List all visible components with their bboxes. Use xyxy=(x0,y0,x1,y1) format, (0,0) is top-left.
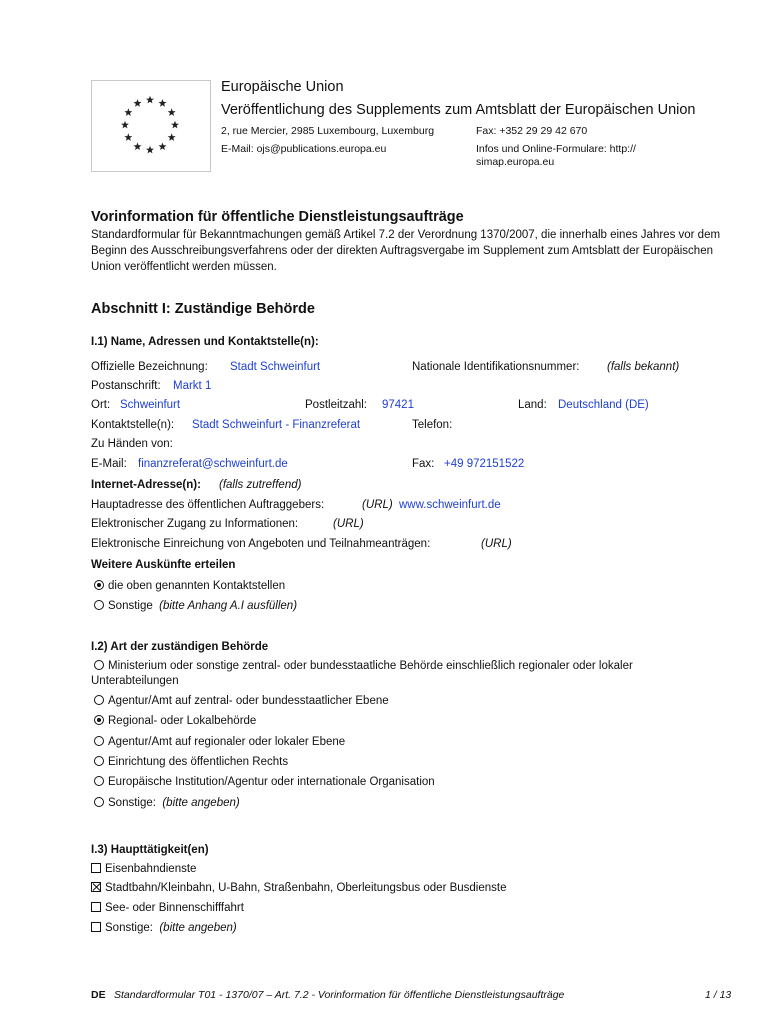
phone-label: Telefon: xyxy=(412,419,453,431)
option-label: Sonstige xyxy=(108,600,153,612)
email-label: E-Mail: xyxy=(91,458,127,470)
attention-label: Zu Händen von: xyxy=(91,438,173,450)
authority-option-public-law[interactable] xyxy=(94,756,288,768)
option-label: die oben genannten Kontaktstellen xyxy=(108,580,286,592)
country-value: Deutschland (DE) xyxy=(558,399,649,411)
option-label: Eisenbahndienste xyxy=(105,863,197,875)
eu-star xyxy=(168,108,176,116)
main-address-hint: (URL) xyxy=(362,499,393,511)
activity-option-urban-transport[interactable] xyxy=(91,882,507,894)
postcode-value: 97421 xyxy=(382,399,414,411)
option-label: Sonstige: xyxy=(105,922,153,934)
header-publication: Veröffentlichung des Supplements zum Amtsblatt der Europäischen Union xyxy=(221,102,696,118)
option-label: Ministerium oder sonstige zentral- oder bundesstaatliche Behörde einschließlich regionaler oder lokaler xyxy=(108,660,633,672)
radio-unselected-icon[interactable] xyxy=(94,756,104,766)
footer-form-text: Standardformular T01 - 1370/07 – Art. 7.2 - Vorinformation für öffentliche Dienstleistungsaufträge xyxy=(114,989,565,1001)
eu-star xyxy=(146,146,154,154)
eu-star xyxy=(134,99,142,107)
eu-star xyxy=(134,142,142,150)
eu-stars-icon xyxy=(92,81,210,171)
eu-star xyxy=(146,96,154,104)
header-email: E-Mail: ojs@publications.europa.eu xyxy=(221,143,387,155)
checkbox-unchecked-icon[interactable] xyxy=(91,902,101,912)
activity-option-other[interactable] xyxy=(91,922,237,934)
option-label: Sonstige: xyxy=(108,797,156,809)
authority-option-other[interactable] xyxy=(94,797,240,809)
postal-value: Markt 1 xyxy=(173,380,212,392)
national-id-hint: (falls bekannt) xyxy=(607,361,680,373)
header-org: Europäische Union xyxy=(221,79,344,95)
option-label: Regional- oder Lokalbehörde xyxy=(108,715,257,727)
footer-page: 1 / 13 xyxy=(705,989,732,1001)
postal-label: Postanschrift: xyxy=(91,380,161,392)
town-value: Schweinfurt xyxy=(120,399,181,411)
eu-star xyxy=(171,121,179,129)
header-address: 2, rue Mercier, 2985 Luxembourg, Luxemburg xyxy=(221,125,435,137)
checkbox-checked-icon[interactable] xyxy=(91,882,101,892)
option-hint: (bitte angeben) xyxy=(162,797,240,809)
activity-option-railway[interactable] xyxy=(91,863,196,875)
option-label: Agentur/Amt auf regionaler oder lokaler Ebene xyxy=(108,736,346,748)
checkbox-unchecked-icon[interactable] xyxy=(91,863,101,873)
option-label: Agentur/Amt auf zentral- oder bundesstaatlicher Ebene xyxy=(108,695,389,707)
radio-unselected-icon[interactable] xyxy=(94,660,104,670)
country-label: Land: xyxy=(518,399,547,411)
authority-option-eu-institution[interactable] xyxy=(94,776,435,788)
authority-option-ministry-cont: Unterabteilungen xyxy=(91,675,179,687)
official-name-label: Offizielle Bezeichnung: xyxy=(91,361,208,373)
radio-unselected-icon[interactable] xyxy=(94,797,104,807)
eu-star xyxy=(121,121,129,129)
document-title: Vorinformation für öffentliche Dienstleistungsaufträge xyxy=(91,209,464,225)
footer-lang: DE xyxy=(91,989,106,1001)
contact-label: Kontaktstelle(n): xyxy=(91,419,175,431)
radio-selected-icon[interactable] xyxy=(94,715,104,725)
eu-star xyxy=(168,133,176,141)
fax-label: Fax: xyxy=(412,458,435,470)
eu-star xyxy=(159,142,167,150)
further-info-heading: Weitere Auskünfte erteilen xyxy=(91,559,236,571)
electronic-submission-label: Elektronische Einreichung von Angeboten und Teilnahmeanträgen: xyxy=(91,538,431,550)
radio-unselected-icon[interactable] xyxy=(94,776,104,786)
national-id-label: Nationale Identifikationsnummer: xyxy=(412,361,580,373)
option-hint: (bitte Anhang A.I ausfüllen) xyxy=(159,600,298,612)
radio-unselected-icon[interactable] xyxy=(94,736,104,746)
header-fax: Fax: +352 29 29 42 670 xyxy=(476,125,588,137)
authority-option-ministry[interactable] xyxy=(94,660,633,672)
electronic-access-hint: (URL) xyxy=(333,518,364,530)
eu-flag-logo xyxy=(91,80,211,172)
email-value: finanzreferat@schweinfurt.de xyxy=(138,458,288,470)
radio-selected-icon[interactable] xyxy=(94,580,104,590)
internet-label: Internet-Adresse(n): xyxy=(91,479,201,491)
header-infos-line1: Infos und Online-Formulare: http:// xyxy=(476,143,636,155)
eu-star xyxy=(124,133,132,141)
fax-value: +49 972151522 xyxy=(444,458,525,470)
postcode-label: Postleitzahl: xyxy=(305,399,368,411)
authority-option-federal-agency[interactable] xyxy=(94,695,389,707)
section-heading: Abschnitt I: Zuständige Behörde xyxy=(91,301,315,317)
option-label: See- oder Binnenschifffahrt xyxy=(105,902,244,914)
option-label: Einrichtung des öffentlichen Rechts xyxy=(108,756,289,768)
authority-option-regional-local[interactable] xyxy=(94,715,256,727)
further-info-option-contacts[interactable] xyxy=(94,580,285,592)
internet-hint: (falls zutreffend) xyxy=(219,479,302,491)
electronic-submission-hint: (URL) xyxy=(481,538,512,550)
option-hint: (bitte angeben) xyxy=(159,922,237,934)
subsection-heading-i1: I.1) Name, Adressen und Kontaktstelle(n): xyxy=(91,336,319,348)
radio-unselected-icon[interactable] xyxy=(94,695,104,705)
option-label: Europäische Institution/Agentur oder internationale Organisation xyxy=(108,776,435,788)
subsection-heading-i3: I.3) Haupttätigkeit(en) xyxy=(91,844,209,856)
subsection-heading-i2: I.2) Art der zuständigen Behörde xyxy=(91,641,269,653)
activity-option-waterway[interactable] xyxy=(91,902,244,914)
checkbox-unchecked-icon[interactable] xyxy=(91,922,101,932)
main-address-label: Hauptadresse des öffentlichen Auftraggebers: xyxy=(91,499,325,511)
radio-unselected-icon[interactable] xyxy=(94,600,104,610)
header-infos-line2: simap.europa.eu xyxy=(476,156,555,168)
town-label: Ort: xyxy=(91,399,111,411)
official-name-value: Stadt Schweinfurt xyxy=(230,361,321,373)
further-info-option-other[interactable] xyxy=(94,600,297,612)
electronic-access-label: Elektronischer Zugang zu Informationen: xyxy=(91,518,299,530)
authority-option-regional-agency[interactable] xyxy=(94,736,345,748)
document-intro: Standardformular für Bekanntmachungen gemäß Artikel 7.2 der Verordnung 1370/2007, die innerhalb eines Jahres vor dem Beginn des Ausschreibungsverfahrens oder der direkten Auftragsvergabe im Supplement zum Amtsblatt der Europäischen Union veröffentlicht werden müssen. xyxy=(91,229,721,273)
contact-value: Stadt Schweinfurt - Finanzreferat xyxy=(192,419,361,431)
eu-star xyxy=(124,108,132,116)
main-address-link[interactable]: www.schweinfurt.de xyxy=(399,499,501,511)
option-label: Stadtbahn/Kleinbahn, U-Bahn, Straßenbahn, Oberleitungsbus oder Busdienste xyxy=(105,882,507,894)
eu-star xyxy=(159,99,167,107)
